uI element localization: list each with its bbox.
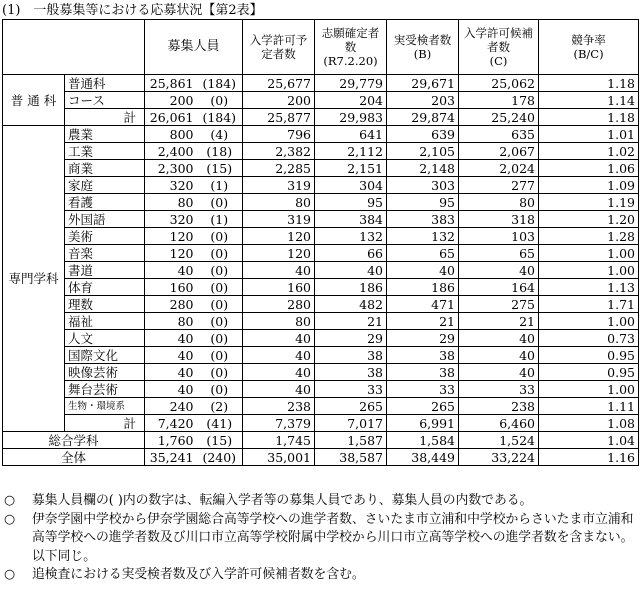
group-senmon: 専門学科 xyxy=(3,126,65,432)
cell-shigan: 384 xyxy=(315,211,387,228)
cell-yotei: 796 xyxy=(243,126,315,143)
table-row xyxy=(3,296,639,313)
cell-koho: 1,524 xyxy=(459,432,539,449)
cell-ratio: 1.00 xyxy=(539,245,639,262)
cell-yotei: 319 xyxy=(243,177,315,194)
header-kyoso: 競争率 (B/C) xyxy=(539,20,639,75)
cell-juken: 383 xyxy=(387,211,459,228)
cell-yotei: 25,677 xyxy=(243,75,315,92)
cell-boshu: 120 xyxy=(145,245,197,262)
cell-juken: 40 xyxy=(387,262,459,279)
cell-yotei: 40 xyxy=(243,262,315,279)
cell-boshu-paren: (0) xyxy=(197,347,243,364)
cell-yotei: 80 xyxy=(243,194,315,211)
cell-koho: 21 xyxy=(459,313,539,330)
cell-boshu: 35,241 xyxy=(145,449,197,466)
table-row xyxy=(3,432,639,449)
cell-koho: 25,240 xyxy=(459,109,539,126)
cell-juken: 265 xyxy=(387,398,459,415)
row-label: 書道 xyxy=(65,262,145,279)
table-row xyxy=(3,92,639,109)
cell-boshu: 160 xyxy=(145,279,197,296)
row-label: 体育 xyxy=(65,279,145,296)
cell-ratio: 1.18 xyxy=(539,109,639,126)
cell-juken: 186 xyxy=(387,279,459,296)
cell-boshu: 280 xyxy=(145,296,197,313)
group-futsuka: 普 通 科 xyxy=(3,75,65,126)
cell-ratio: 1.19 xyxy=(539,194,639,211)
notes xyxy=(2,492,638,585)
cell-ratio: 1.16 xyxy=(539,449,639,466)
cell-boshu-paren: (15) xyxy=(197,432,243,449)
cell-ratio: 1.06 xyxy=(539,160,639,177)
table-row xyxy=(3,143,639,160)
cell-ratio: 1.01 xyxy=(539,126,639,143)
cell-boshu-paren: (1) xyxy=(197,211,243,228)
cell-boshu-paren: (0) xyxy=(197,245,243,262)
cell-boshu-paren: (0) xyxy=(197,330,243,347)
row-label: 外国語 xyxy=(65,211,145,228)
cell-boshu: 40 xyxy=(145,347,197,364)
table-row xyxy=(3,381,639,398)
cell-shigan: 95 xyxy=(315,194,387,211)
table-row xyxy=(3,211,639,228)
table-row xyxy=(3,245,639,262)
cell-ratio: 1.28 xyxy=(539,228,639,245)
cell-shigan: 482 xyxy=(315,296,387,313)
cell-boshu-paren: (0) xyxy=(197,92,243,109)
cell-yotei: 80 xyxy=(243,313,315,330)
cell-yotei: 40 xyxy=(243,364,315,381)
row-label: コース xyxy=(65,92,145,109)
cell-juken: 471 xyxy=(387,296,459,313)
cell-yotei: 1,745 xyxy=(243,432,315,449)
cell-koho: 33,224 xyxy=(459,449,539,466)
note-bullet: ○ xyxy=(4,493,16,508)
group-sogo: 総合学科 xyxy=(3,432,145,449)
cell-juken: 203 xyxy=(387,92,459,109)
table-row xyxy=(3,126,639,143)
cell-yotei: 2,382 xyxy=(243,143,315,160)
cell-koho: 178 xyxy=(459,92,539,109)
row-label: 福祉 xyxy=(65,313,145,330)
note-text: 追検査における実受検者数及び入学許可候補者数を含む。 xyxy=(32,567,365,582)
cell-ratio: 1.02 xyxy=(539,143,639,160)
cell-boshu: 200 xyxy=(145,92,197,109)
cell-boshu: 240 xyxy=(145,398,197,415)
cell-yotei: 160 xyxy=(243,279,315,296)
cell-ratio: 1.08 xyxy=(539,415,639,432)
cell-juken: 639 xyxy=(387,126,459,143)
cell-boshu-paren: (184) xyxy=(197,75,243,92)
table-row xyxy=(3,194,639,211)
cell-shigan: 132 xyxy=(315,228,387,245)
cell-boshu-paren: (0) xyxy=(197,194,243,211)
cell-koho: 277 xyxy=(459,177,539,194)
cell-yotei: 120 xyxy=(243,245,315,262)
cell-boshu: 80 xyxy=(145,194,197,211)
cell-yotei: 40 xyxy=(243,347,315,364)
cell-boshu-paren: (0) xyxy=(197,364,243,381)
table-row xyxy=(3,75,639,92)
header-shigan: 志願確定者数 (R7.2.20) xyxy=(315,20,387,75)
cell-boshu: 40 xyxy=(145,381,197,398)
table-row xyxy=(3,347,639,364)
row-label: 理数 xyxy=(65,296,145,313)
cell-juken: 21 xyxy=(387,313,459,330)
cell-boshu-paren: (1) xyxy=(197,177,243,194)
row-label: 看護 xyxy=(65,194,145,211)
cell-boshu: 320 xyxy=(145,177,197,194)
cell-ratio: 1.11 xyxy=(539,398,639,415)
cell-ratio: 1.13 xyxy=(539,279,639,296)
table-row xyxy=(3,279,639,296)
cell-juken: 38 xyxy=(387,347,459,364)
cell-juken: 6,991 xyxy=(387,415,459,432)
cell-juken: 29 xyxy=(387,330,459,347)
cell-juken: 29,874 xyxy=(387,109,459,126)
cell-juken: 1,584 xyxy=(387,432,459,449)
cell-yotei: 238 xyxy=(243,398,315,415)
cell-koho: 25,062 xyxy=(459,75,539,92)
cell-shigan: 7,017 xyxy=(315,415,387,432)
note-1 xyxy=(2,492,638,511)
cell-boshu-paren: (0) xyxy=(197,262,243,279)
cell-koho: 2,024 xyxy=(459,160,539,177)
header-blank xyxy=(3,20,145,75)
table-row xyxy=(3,313,639,330)
cell-ratio: 1.09 xyxy=(539,177,639,194)
cell-boshu: 80 xyxy=(145,313,197,330)
cell-ratio: 1.71 xyxy=(539,296,639,313)
cell-yotei: 2,285 xyxy=(243,160,315,177)
cell-koho: 2,067 xyxy=(459,143,539,160)
cell-boshu: 800 xyxy=(145,126,197,143)
cell-yotei: 35,001 xyxy=(243,449,315,466)
row-label: 家庭 xyxy=(65,177,145,194)
cell-boshu: 2,400 xyxy=(145,143,197,160)
cell-yotei: 280 xyxy=(243,296,315,313)
cell-ratio: 1.00 xyxy=(539,262,639,279)
cell-boshu-paren: (4) xyxy=(197,126,243,143)
cell-shigan: 304 xyxy=(315,177,387,194)
cell-juken: 2,105 xyxy=(387,143,459,160)
cell-boshu: 2,300 xyxy=(145,160,197,177)
cell-boshu-paren: (0) xyxy=(197,313,243,330)
page-title: (1) 一般募集等における応募状況【第2表】 xyxy=(2,3,263,18)
cell-shigan: 186 xyxy=(315,279,387,296)
note-bullet: ○ xyxy=(4,511,16,527)
note-3 xyxy=(2,566,638,585)
table-row xyxy=(3,177,639,194)
cell-juken: 95 xyxy=(387,194,459,211)
cell-juken: 33 xyxy=(387,381,459,398)
cell-yotei: 40 xyxy=(243,381,315,398)
row-label: 商業 xyxy=(65,160,145,177)
cell-juken: 38,449 xyxy=(387,449,459,466)
cell-shigan: 29,779 xyxy=(315,75,387,92)
cell-juken: 29,671 xyxy=(387,75,459,92)
row-label: 計 xyxy=(65,109,145,126)
cell-koho: 40 xyxy=(459,330,539,347)
table-row xyxy=(3,109,639,126)
cell-koho: 318 xyxy=(459,211,539,228)
cell-ratio: 1.00 xyxy=(539,381,639,398)
table-row xyxy=(3,449,639,466)
cell-yotei: 7,379 xyxy=(243,415,315,432)
cell-yotei: 40 xyxy=(243,330,315,347)
header-row xyxy=(3,20,639,75)
cell-boshu: 320 xyxy=(145,211,197,228)
cell-boshu: 1,760 xyxy=(145,432,197,449)
cell-shigan: 29,983 xyxy=(315,109,387,126)
header-jukensha: 実受検者数 (B) xyxy=(387,20,459,75)
cell-shigan: 21 xyxy=(315,313,387,330)
row-label: 音楽 xyxy=(65,245,145,262)
table-row xyxy=(3,228,639,245)
header-nyugaku-yotei: 入学許可予定者数 xyxy=(243,20,315,75)
header-kohosha: 入学許可候補者数 (C) xyxy=(459,20,539,75)
cell-juken: 38 xyxy=(387,364,459,381)
cell-ratio: 0.73 xyxy=(539,330,639,347)
cell-boshu-paren: (0) xyxy=(197,228,243,245)
row-label: 計 xyxy=(65,415,145,432)
cell-juken: 65 xyxy=(387,245,459,262)
cell-boshu-paren: (18) xyxy=(197,143,243,160)
cell-shigan: 641 xyxy=(315,126,387,143)
cell-shigan: 204 xyxy=(315,92,387,109)
table-row xyxy=(3,160,639,177)
table-row xyxy=(3,415,639,432)
cell-ratio: 1.20 xyxy=(539,211,639,228)
cell-yotei: 200 xyxy=(243,92,315,109)
cell-koho: 238 xyxy=(459,398,539,415)
cell-boshu: 120 xyxy=(145,228,197,245)
cell-boshu: 40 xyxy=(145,262,197,279)
cell-koho: 33 xyxy=(459,381,539,398)
cell-shigan: 66 xyxy=(315,245,387,262)
cell-boshu: 26,061 xyxy=(145,109,197,126)
table-body xyxy=(3,75,639,466)
cell-boshu-paren: (184) xyxy=(197,109,243,126)
cell-boshu-paren: (0) xyxy=(197,296,243,313)
group-zentai: 全体 xyxy=(3,449,145,466)
header-boshu: 募集人員 xyxy=(145,20,243,75)
note-bullet: ○ xyxy=(4,567,16,582)
cell-boshu: 40 xyxy=(145,330,197,347)
row-label: 工業 xyxy=(65,143,145,160)
application-status-table xyxy=(2,19,639,466)
cell-koho: 80 xyxy=(459,194,539,211)
cell-ratio: 1.14 xyxy=(539,92,639,109)
cell-ratio: 1.00 xyxy=(539,313,639,330)
cell-shigan: 2,112 xyxy=(315,143,387,160)
cell-boshu-paren: (240) xyxy=(197,449,243,466)
cell-koho: 40 xyxy=(459,347,539,364)
table-row xyxy=(3,330,639,347)
cell-koho: 65 xyxy=(459,245,539,262)
row-label: 舞台芸術 xyxy=(65,381,145,398)
cell-shigan: 38 xyxy=(315,364,387,381)
cell-koho: 635 xyxy=(459,126,539,143)
note-text: 募集人員欄の( )内の数字は、転編入学者等の募集人員であり、募集人員の内数である。 xyxy=(32,493,533,508)
row-label: 生物・環境系 xyxy=(65,398,145,415)
cell-shigan: 29 xyxy=(315,330,387,347)
cell-boshu-paren: (0) xyxy=(197,381,243,398)
row-label: 国際文化 xyxy=(65,347,145,364)
cell-boshu-paren: (41) xyxy=(197,415,243,432)
row-label: 人文 xyxy=(65,330,145,347)
row-label: 美術 xyxy=(65,228,145,245)
cell-koho: 164 xyxy=(459,279,539,296)
cell-yotei: 120 xyxy=(243,228,315,245)
cell-koho: 40 xyxy=(459,262,539,279)
cell-ratio: 1.18 xyxy=(539,75,639,92)
table-row xyxy=(3,398,639,415)
cell-shigan: 33 xyxy=(315,381,387,398)
cell-koho: 275 xyxy=(459,296,539,313)
cell-yotei: 25,877 xyxy=(243,109,315,126)
cell-shigan: 38 xyxy=(315,347,387,364)
cell-ratio: 0.95 xyxy=(539,347,639,364)
cell-shigan: 1,587 xyxy=(315,432,387,449)
cell-boshu: 40 xyxy=(145,364,197,381)
cell-koho: 6,460 xyxy=(459,415,539,432)
cell-yotei: 319 xyxy=(243,211,315,228)
cell-shigan: 265 xyxy=(315,398,387,415)
cell-boshu-paren: (2) xyxy=(197,398,243,415)
cell-shigan: 38,587 xyxy=(315,449,387,466)
cell-koho: 103 xyxy=(459,228,539,245)
cell-koho: 40 xyxy=(459,364,539,381)
cell-boshu: 25,861 xyxy=(145,75,197,92)
note-2 xyxy=(2,511,638,567)
cell-ratio: 0.95 xyxy=(539,364,639,381)
cell-shigan: 40 xyxy=(315,262,387,279)
cell-boshu-paren: (15) xyxy=(197,160,243,177)
cell-juken: 2,148 xyxy=(387,160,459,177)
cell-shigan: 2,151 xyxy=(315,160,387,177)
row-label: 普通科 xyxy=(65,75,145,92)
cell-boshu-paren: (0) xyxy=(197,279,243,296)
cell-juken: 132 xyxy=(387,228,459,245)
row-label: 映像芸術 xyxy=(65,364,145,381)
note-text: 伊奈学園中学校から伊奈学園総合高等学校への進学者数、さいたま市立浦和中学校からさいたま市立浦和高等学校への進学者数及び川口市立高等学校附属中学校から川口市立高等学校への進学者数を含まない。以下同じ。 xyxy=(32,511,634,564)
table-row xyxy=(3,364,639,381)
cell-juken: 303 xyxy=(387,177,459,194)
table-row xyxy=(3,262,639,279)
cell-ratio: 1.04 xyxy=(539,432,639,449)
cell-boshu: 7,420 xyxy=(145,415,197,432)
row-label: 農業 xyxy=(65,126,145,143)
